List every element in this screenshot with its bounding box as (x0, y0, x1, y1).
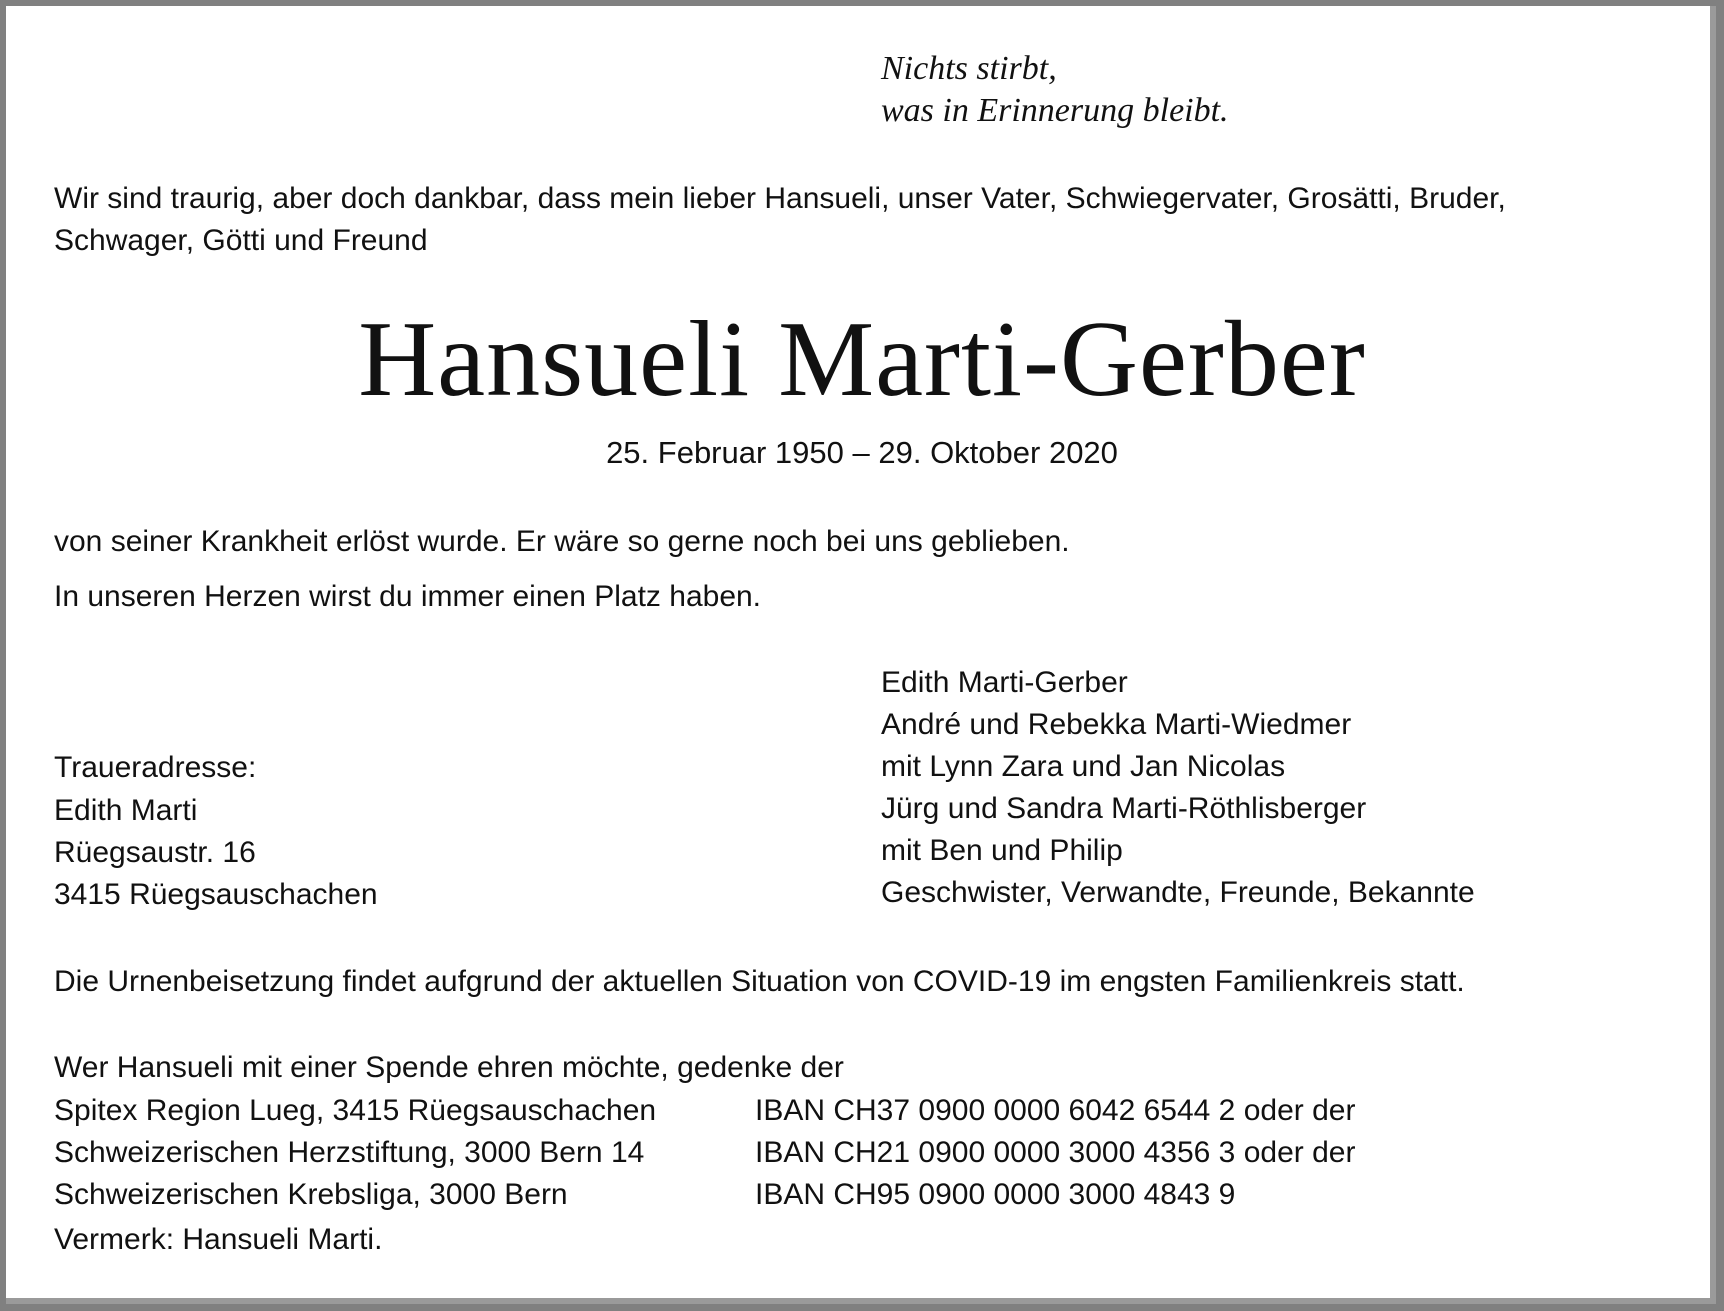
family-member: Edith Marti-Gerber (881, 666, 1128, 699)
quote (881, 48, 1229, 132)
family-list (881, 662, 1475, 914)
family-member: mit Ben und Philip (881, 834, 1123, 867)
family-member: mit Lynn Zara und Jan Nicolas (881, 750, 1286, 783)
burial-notice: Die Urnenbeisetzung findet aufgrund der aktuellen Situation von COVID-19 im engsten Familienkreis statt. (54, 965, 1465, 998)
address-name: Edith Marti (54, 794, 198, 827)
donation-ibans (755, 1090, 1355, 1216)
donation-org: Spitex Region Lueg, 3415 Rüegsauschachen (54, 1094, 657, 1127)
iban-line: IBAN CH37 0900 0000 6042 6544 2 oder der (755, 1094, 1356, 1127)
donation-intro: Wer Hansueli mit einer Spende ehren möchte, gedenke der (54, 1051, 844, 1084)
mourning-address (54, 790, 378, 916)
family-member: Jürg und Sandra Marti-Röthlisberger (881, 792, 1367, 825)
quote-line-1: Nichts stirbt, (881, 50, 1057, 87)
intro-line-2: Schwager, Götti und Freund (54, 224, 428, 257)
intro-line-1: Wir sind traurig, aber doch dankbar, dass mein lieber Hansueli, unser Vater, Schwiegervater, Grosätti, Bruder, (54, 182, 1506, 215)
family-member: André und Rebekka Marti-Wiedmer (881, 708, 1352, 741)
donation-org: Schweizerischen Herzstiftung, 3000 Bern 14 (54, 1136, 645, 1169)
message-line-2: In unseren Herzen wirst du immer einen Platz haben. (54, 580, 762, 613)
donation-organizations (54, 1090, 656, 1216)
address-label: Traueradresse: (54, 751, 257, 784)
donation-org: Schweizerischen Krebsliga, 3000 Bern (54, 1178, 568, 1211)
quote-line-2: was in Erinnerung bleibt. (881, 92, 1229, 129)
family-member: Geschwister, Verwandte, Freunde, Bekannte (881, 876, 1475, 909)
deceased-name: Hansueli Marti-Gerber (358, 300, 1366, 419)
iban-line: IBAN CH21 0900 0000 3000 4356 3 oder der (755, 1136, 1356, 1169)
address-city: 3415 Rüegsauschachen (54, 878, 378, 911)
life-dates: 25. Februar 1950 – 29. Oktober 2020 (606, 435, 1118, 470)
iban-line: IBAN CH95 0900 0000 3000 4843 9 (755, 1178, 1236, 1211)
address-street: Rüegsaustr. 16 (54, 836, 256, 869)
donation-note: Vermerk: Hansueli Marti. (54, 1223, 383, 1256)
intro-text (54, 178, 1506, 262)
message-line-1: von seiner Krankheit erlöst wurde. Er wäre so gerne noch bei uns geblieben. (54, 525, 1070, 558)
